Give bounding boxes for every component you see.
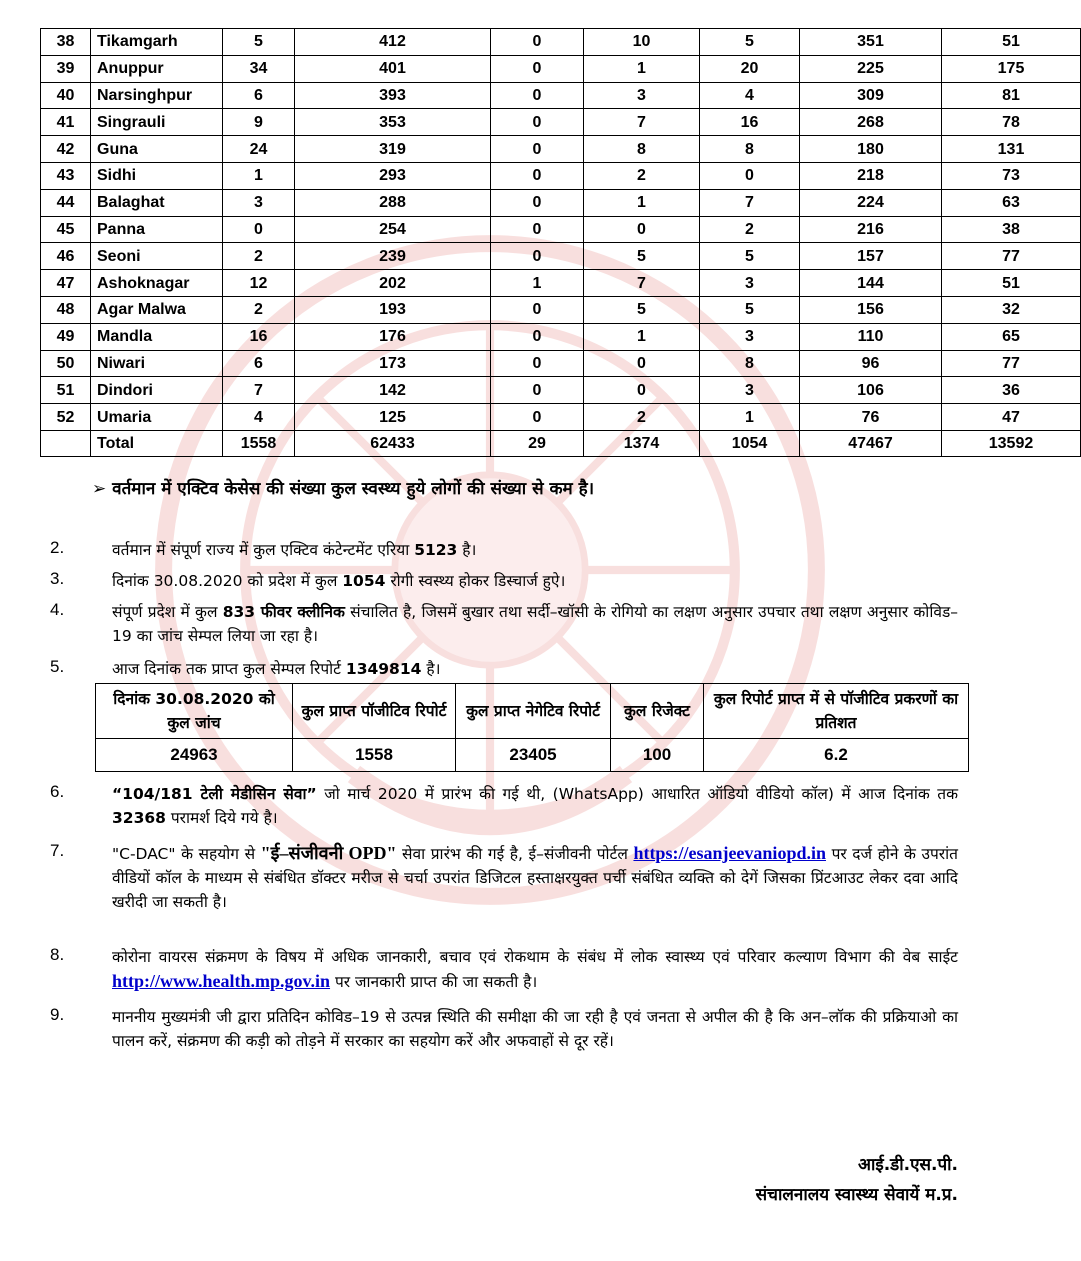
item-number: 9. <box>50 1005 65 1024</box>
cell-name: Niwari <box>91 350 223 377</box>
cell-sn: 52 <box>41 404 91 431</box>
cell-c1: 1558 <box>223 430 295 456</box>
cell-c7: 32 <box>942 296 1081 323</box>
cell-sn: 40 <box>41 82 91 109</box>
item-number: 3. <box>50 569 65 588</box>
cell-c7: 77 <box>942 350 1081 377</box>
cell-sn: 43 <box>41 162 91 189</box>
cell-c6: 224 <box>800 189 942 216</box>
cell-name: Tikamgarh <box>91 29 223 56</box>
cell-c2: 173 <box>295 350 491 377</box>
cell-c4: 7 <box>584 270 700 297</box>
cell-c5: 4 <box>700 82 800 109</box>
cell-name: Singrauli <box>91 109 223 136</box>
total-row <box>41 430 1081 456</box>
cell-c4: 7 <box>584 109 700 136</box>
cell-c5: 16 <box>700 109 800 136</box>
cell-name: Balaghat <box>91 189 223 216</box>
cell-c1: 2 <box>223 296 295 323</box>
cell-c3: 0 <box>491 82 584 109</box>
table-row <box>41 270 1081 297</box>
sample-value: 6.2 <box>704 739 969 772</box>
sample-header: कुल रिपोर्ट प्राप्त में से पॉजीटिव प्रकरणों का प्रतिशत <box>704 684 969 739</box>
cell-c4: 0 <box>584 216 700 243</box>
cell-sn: 45 <box>41 216 91 243</box>
cell-c2: 293 <box>295 162 491 189</box>
cell-c5: 8 <box>700 350 800 377</box>
cell-c2: 353 <box>295 109 491 136</box>
cell-c3: 0 <box>491 404 584 431</box>
cell-sn: 42 <box>41 136 91 163</box>
cell-c7: 13592 <box>942 430 1081 456</box>
cell-c2: 393 <box>295 82 491 109</box>
cell-c1: 4 <box>223 404 295 431</box>
table-row <box>41 29 1081 56</box>
table-row <box>41 162 1081 189</box>
cell-c7: 36 <box>942 377 1081 404</box>
table-row <box>41 243 1081 270</box>
cell-c5: 20 <box>700 55 800 82</box>
cell-c7: 51 <box>942 29 1081 56</box>
cell-c5: 5 <box>700 296 800 323</box>
cell-c5: 3 <box>700 323 800 350</box>
cell-sn: 46 <box>41 243 91 270</box>
item-number: 2. <box>50 538 65 557</box>
cell-c5: 3 <box>700 270 800 297</box>
cell-c3: 0 <box>491 189 584 216</box>
cell-c5: 3 <box>700 377 800 404</box>
cell-name: Panna <box>91 216 223 243</box>
cell-c5: 7 <box>700 189 800 216</box>
cell-name: Agar Malwa <box>91 296 223 323</box>
sample-summary-table <box>95 683 969 772</box>
cell-c6: 225 <box>800 55 942 82</box>
cell-c6: 76 <box>800 404 942 431</box>
cell-c1: 7 <box>223 377 295 404</box>
cell-c2: 239 <box>295 243 491 270</box>
cell-c5: 8 <box>700 136 800 163</box>
sample-header: कुल प्राप्त पॉजीटिव रिपोर्ट <box>293 684 456 739</box>
cell-c6: 180 <box>800 136 942 163</box>
cell-c3: 0 <box>491 55 584 82</box>
cell-c1: 5 <box>223 29 295 56</box>
cell-c2: 125 <box>295 404 491 431</box>
cell-c4: 1 <box>584 323 700 350</box>
cell-name: Ashoknagar <box>91 270 223 297</box>
cell-c2: 193 <box>295 296 491 323</box>
district-table <box>40 28 1081 457</box>
cell-c7: 175 <box>942 55 1081 82</box>
cell-name: Narsinghpur <box>91 82 223 109</box>
cell-sn: 47 <box>41 270 91 297</box>
cell-c2: 319 <box>295 136 491 163</box>
cell-c1: 9 <box>223 109 295 136</box>
cell-c5: 1 <box>700 404 800 431</box>
cell-c1: 0 <box>223 216 295 243</box>
cell-c1: 2 <box>223 243 295 270</box>
cell-c1: 6 <box>223 350 295 377</box>
signature-line-1: आई.डी.एस.पी. <box>857 1155 958 1175</box>
cell-c4: 2 <box>584 162 700 189</box>
cell-c3: 0 <box>491 109 584 136</box>
table-row <box>41 136 1081 163</box>
cell-c7: 38 <box>942 216 1081 243</box>
table-row <box>41 82 1081 109</box>
cell-c4: 2 <box>584 404 700 431</box>
cell-c7: 73 <box>942 162 1081 189</box>
cell-name: Guna <box>91 136 223 163</box>
table-row <box>41 55 1081 82</box>
cell-c2: 254 <box>295 216 491 243</box>
cell-c6: 144 <box>800 270 942 297</box>
cell-c7: 131 <box>942 136 1081 163</box>
cell-c1: 16 <box>223 323 295 350</box>
cell-c1: 34 <box>223 55 295 82</box>
cell-name: Mandla <box>91 323 223 350</box>
table-row <box>41 296 1081 323</box>
cell-c4: 0 <box>584 377 700 404</box>
item-number: 5. <box>50 657 65 676</box>
cell-c6: 96 <box>800 350 942 377</box>
signature-line-2: संचालनालय स्वास्थ्य सेवायें म.प्र. <box>755 1185 958 1205</box>
cell-c2: 202 <box>295 270 491 297</box>
item-number: 4. <box>50 600 65 619</box>
table-row <box>41 377 1081 404</box>
cell-c7: 51 <box>942 270 1081 297</box>
cell-sn: 51 <box>41 377 91 404</box>
cell-c6: 157 <box>800 243 942 270</box>
cell-c7: 63 <box>942 189 1081 216</box>
cell-c4: 8 <box>584 136 700 163</box>
cell-c3: 0 <box>491 323 584 350</box>
cell-c7: 78 <box>942 109 1081 136</box>
cell-c6: 156 <box>800 296 942 323</box>
cell-c3: 0 <box>491 162 584 189</box>
sample-value: 100 <box>611 739 704 772</box>
cell-c2: 62433 <box>295 430 491 456</box>
signature-block <box>756 1150 958 1210</box>
cell-c6: 351 <box>800 29 942 56</box>
district-table-body <box>41 29 1081 457</box>
cell-c3: 0 <box>491 350 584 377</box>
cell-c4: 5 <box>584 243 700 270</box>
cell-c3: 0 <box>491 243 584 270</box>
esanjeevani-link[interactable]: https://esanjeevaniopd.in <box>633 843 826 863</box>
bullet-note: ➢ वर्तमान में एक्टिव केसेस की संख्या कुल स्वस्थ्य हुये लोगों की संख्या से कम है। <box>92 479 595 499</box>
cell-c7: 47 <box>942 404 1081 431</box>
cell-sn: 44 <box>41 189 91 216</box>
cell-c6: 110 <box>800 323 942 350</box>
cell-c5: 5 <box>700 29 800 56</box>
cell-c5: 0 <box>700 162 800 189</box>
sample-value: 23405 <box>456 739 611 772</box>
cell-c2: 288 <box>295 189 491 216</box>
cell-name: Umaria <box>91 404 223 431</box>
cell-c4: 10 <box>584 29 700 56</box>
cell-sn: 41 <box>41 109 91 136</box>
item-number: 8. <box>50 945 65 964</box>
cell-c2: 142 <box>295 377 491 404</box>
cell-c3: 0 <box>491 377 584 404</box>
cell-sn: 48 <box>41 296 91 323</box>
cell-c5: 1054 <box>700 430 800 456</box>
cell-c6: 106 <box>800 377 942 404</box>
cell-c2: 176 <box>295 323 491 350</box>
cell-c3: 0 <box>491 29 584 56</box>
table-row <box>41 350 1081 377</box>
cell-c4: 1 <box>584 189 700 216</box>
cell-sn: 50 <box>41 350 91 377</box>
cell-c6: 268 <box>800 109 942 136</box>
cell-c4: 1 <box>584 55 700 82</box>
cell-c5: 5 <box>700 243 800 270</box>
sample-header: कुल प्राप्त नेगेटिव रिपोर्ट <box>456 684 611 739</box>
table-row <box>41 404 1081 431</box>
sample-value: 24963 <box>96 739 293 772</box>
cell-c7: 81 <box>942 82 1081 109</box>
table-row <box>41 189 1081 216</box>
cell-c2: 412 <box>295 29 491 56</box>
cell-c3: 29 <box>491 430 584 456</box>
table-row <box>41 109 1081 136</box>
item-number: 6. <box>50 782 65 801</box>
cell-c3: 1 <box>491 270 584 297</box>
cell-c4: 0 <box>584 350 700 377</box>
cell-name: Anuppur <box>91 55 223 82</box>
cell-name: Dindori <box>91 377 223 404</box>
cell-c4: 1374 <box>584 430 700 456</box>
cell-c3: 0 <box>491 136 584 163</box>
cell-c7: 77 <box>942 243 1081 270</box>
cell-name: Seoni <box>91 243 223 270</box>
cell-name: Sidhi <box>91 162 223 189</box>
cell-c6: 216 <box>800 216 942 243</box>
cell-name: Total <box>91 430 223 456</box>
cell-c1: 12 <box>223 270 295 297</box>
cell-c4: 3 <box>584 82 700 109</box>
item-number: 7. <box>50 841 65 860</box>
cell-c5: 2 <box>700 216 800 243</box>
cell-c2: 401 <box>295 55 491 82</box>
health-mp-link[interactable]: http://www.health.mp.gov.in <box>112 971 331 991</box>
sample-value: 1558 <box>293 739 456 772</box>
cell-c6: 218 <box>800 162 942 189</box>
sample-header: दिनांक 30.08.2020 को कुल जांच <box>96 684 293 739</box>
cell-c4: 5 <box>584 296 700 323</box>
cell-sn: 49 <box>41 323 91 350</box>
cell-sn: 38 <box>41 29 91 56</box>
table-row <box>41 216 1081 243</box>
table-row <box>41 323 1081 350</box>
cell-c1: 3 <box>223 189 295 216</box>
cell-sn: 39 <box>41 55 91 82</box>
sample-header: कुल रिजेक्ट <box>611 684 704 739</box>
cell-sn <box>41 430 91 456</box>
cell-c1: 24 <box>223 136 295 163</box>
cell-c7: 65 <box>942 323 1081 350</box>
cell-c3: 0 <box>491 296 584 323</box>
cell-c1: 6 <box>223 82 295 109</box>
cell-c6: 309 <box>800 82 942 109</box>
cell-c6: 47467 <box>800 430 942 456</box>
cell-c1: 1 <box>223 162 295 189</box>
cell-c3: 0 <box>491 216 584 243</box>
